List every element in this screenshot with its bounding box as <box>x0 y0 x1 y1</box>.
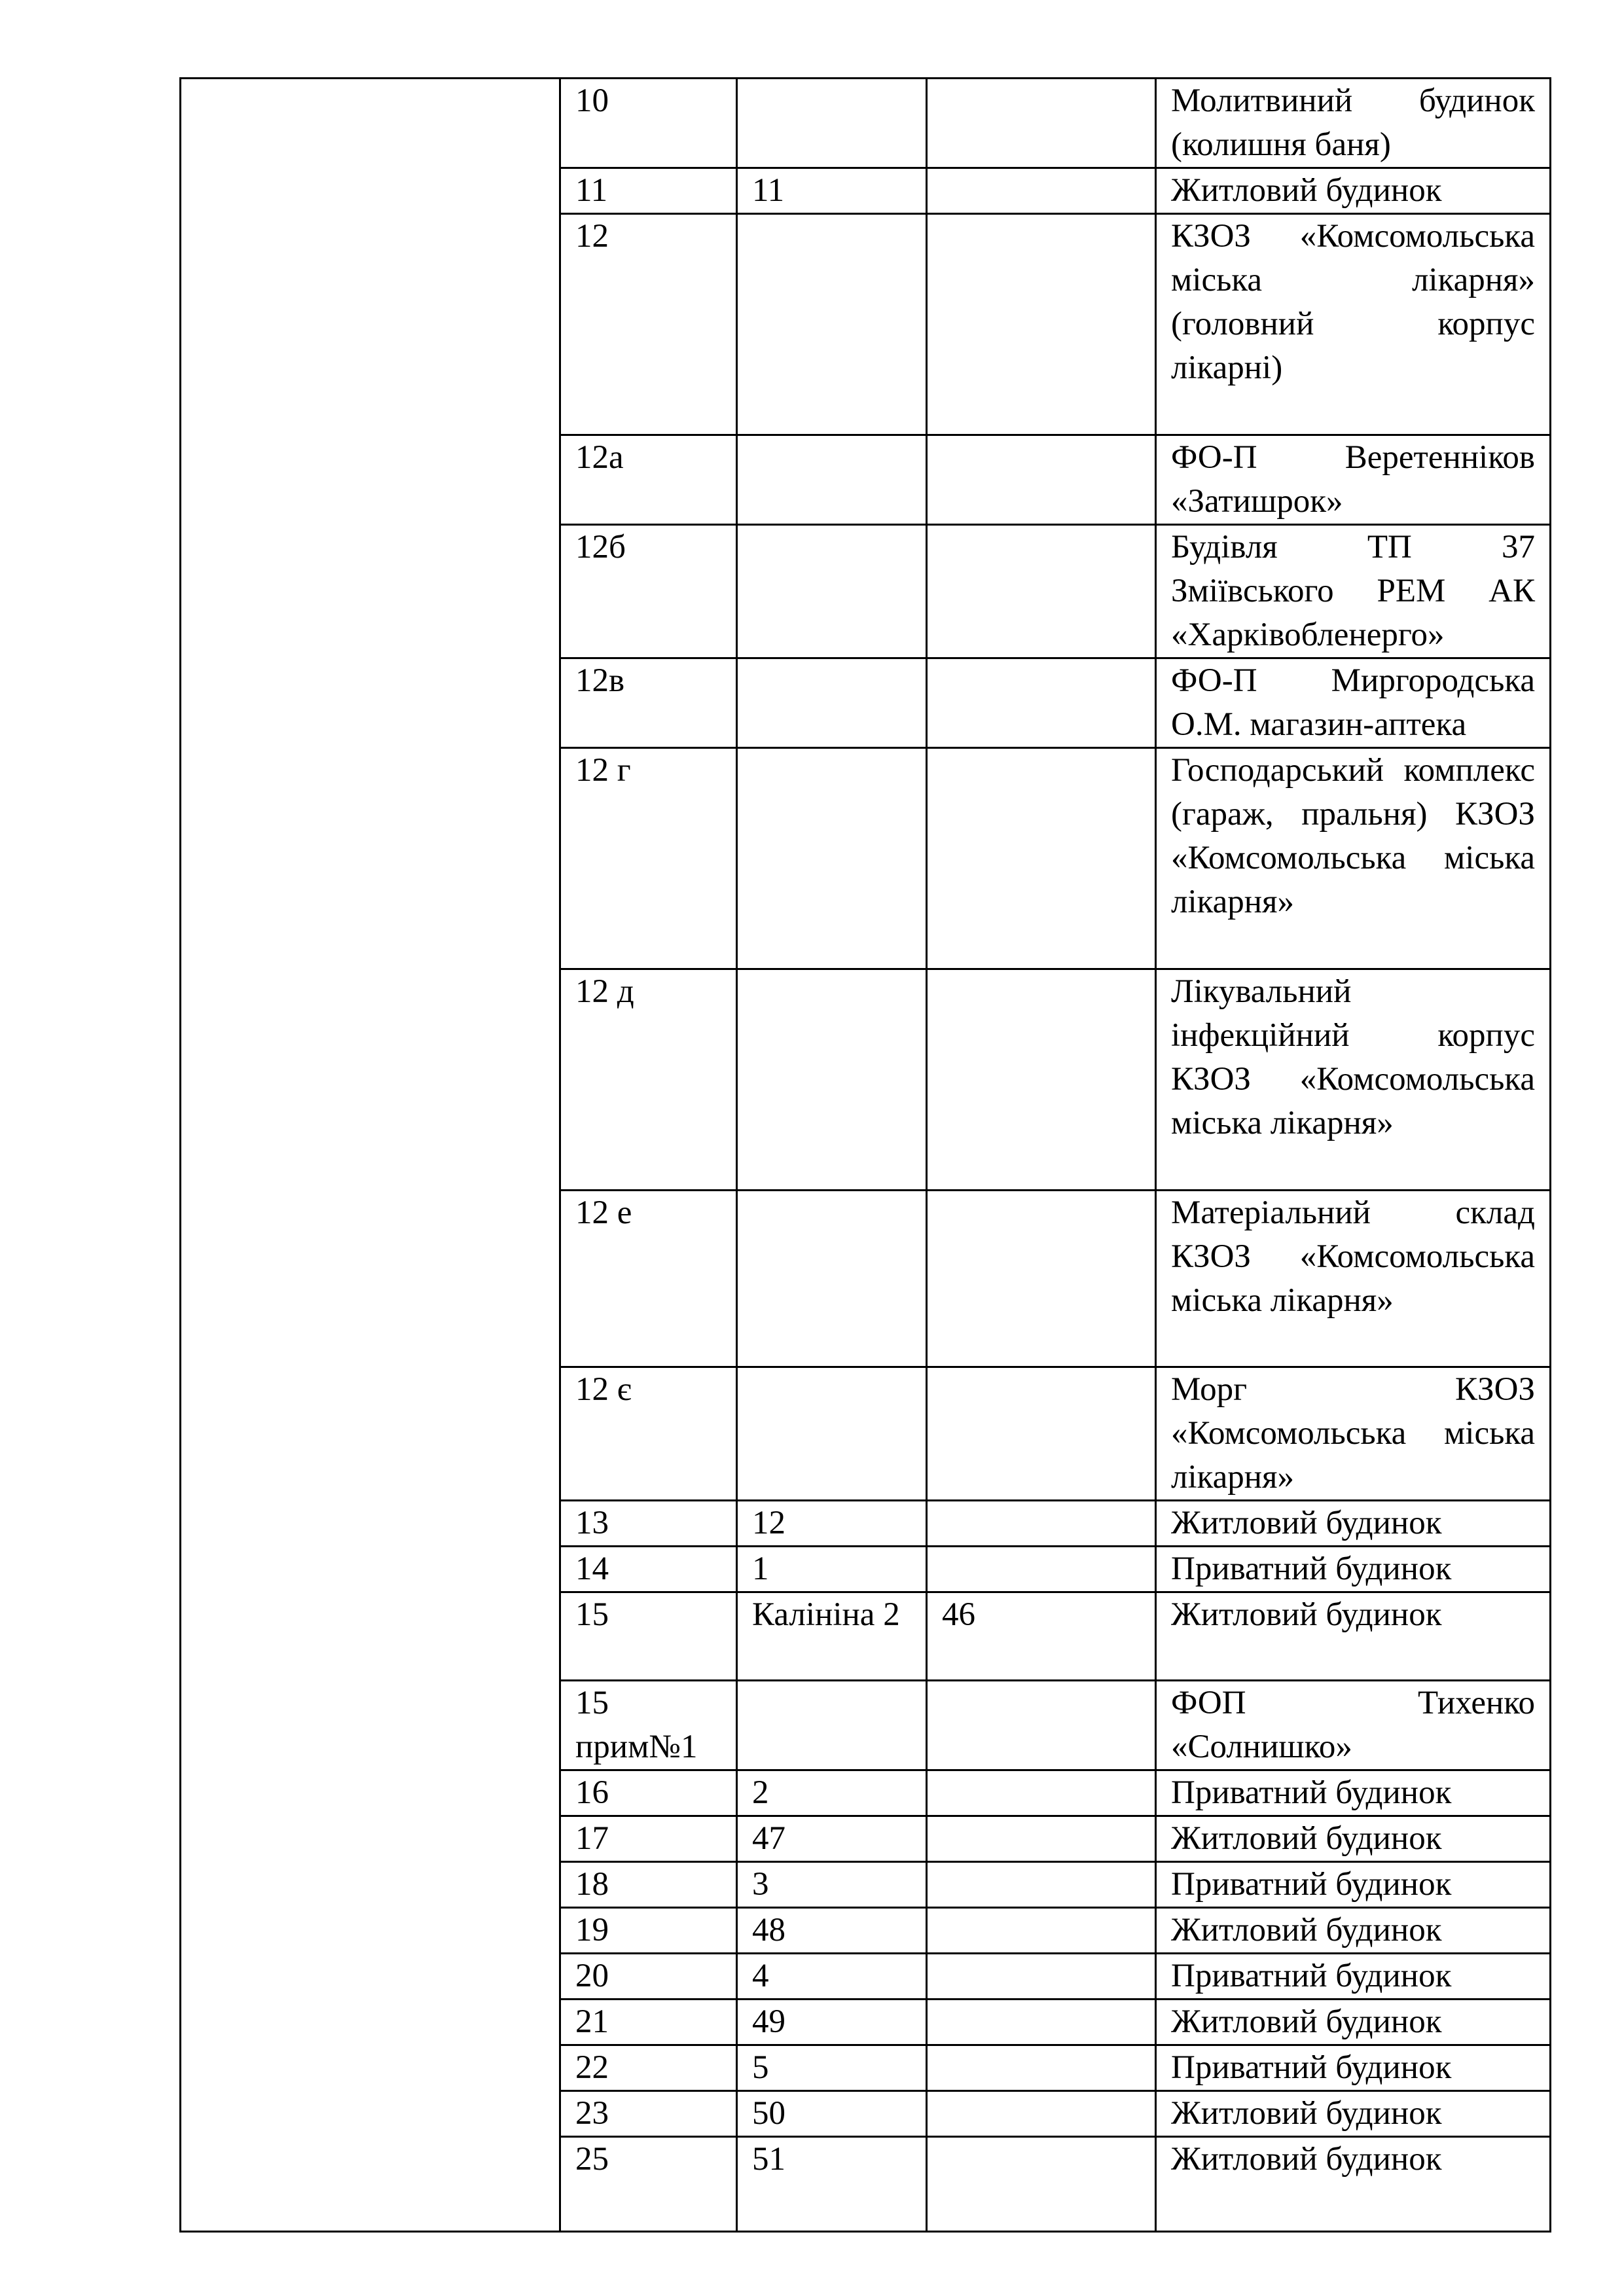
cell-number: 20 <box>560 1954 737 2000</box>
cell-other-number <box>927 435 1156 525</box>
cell-house-number <box>737 748 927 969</box>
cell-house-number: 5 <box>737 2045 927 2091</box>
table-row <box>560 79 1551 168</box>
table-row <box>560 2000 1551 2045</box>
cell-other-number <box>927 1862 1156 1908</box>
cell-other-number <box>927 1367 1156 1501</box>
cell-number: 15 <box>560 1592 737 1681</box>
table-row <box>560 2045 1551 2091</box>
cell-number: 12 д <box>560 969 737 1191</box>
cell-description: Житловий будинок <box>1156 2137 1551 2232</box>
table-row <box>560 1367 1551 1501</box>
cell-house-number: 47 <box>737 1816 927 1862</box>
cell-house-number <box>737 79 927 168</box>
cell-other-number <box>927 1770 1156 1816</box>
table-row <box>560 1592 1551 1681</box>
table-row <box>560 1862 1551 1908</box>
cell-house-number: 1 <box>737 1547 927 1592</box>
cell-house-number <box>737 1367 927 1501</box>
cell-description: ФОП Тихенко «Солнишко» <box>1156 1681 1551 1770</box>
cell-number: 12 г <box>560 748 737 969</box>
cell-other-number <box>927 79 1156 168</box>
cell-description: Приватний будинок <box>1156 2045 1551 2091</box>
cell-house-number <box>737 1681 927 1770</box>
cell-number: 10 <box>560 79 737 168</box>
cell-description: ФО-П Миргородська О.М. магазин-аптека <box>1156 658 1551 748</box>
cell-house-number: 4 <box>737 1954 927 2000</box>
cell-number: 12б <box>560 525 737 658</box>
cell-house-number: 51 <box>737 2137 927 2232</box>
cell-number: 14 <box>560 1547 737 1592</box>
cell-description: Житловий будинок <box>1156 1592 1551 1681</box>
table-row <box>560 1501 1551 1547</box>
cell-description: Житловий будинок <box>1156 168 1551 214</box>
cell-other-number <box>927 1191 1156 1367</box>
table-row <box>560 1816 1551 1862</box>
cell-description: Житловий будинок <box>1156 2000 1551 2045</box>
cell-house-number: 3 <box>737 1862 927 1908</box>
cell-description: Будівля ТП 37 Зміївського РЕМ АК «Харківобленерго» <box>1156 525 1551 658</box>
cell-description: Морг КЗОЗ «Комсомольська міська лікарня» <box>1156 1367 1551 1501</box>
cell-house-number <box>737 658 927 748</box>
cell-other-number <box>927 168 1156 214</box>
cell-other-number <box>927 2091 1156 2137</box>
cell-other-number <box>927 1816 1156 1862</box>
cell-number: 12 є <box>560 1367 737 1501</box>
table-row <box>560 1191 1551 1367</box>
table-row <box>560 658 1551 748</box>
table-row <box>560 435 1551 525</box>
cell-description: Житловий будинок <box>1156 2091 1551 2137</box>
cell-house-number: 49 <box>737 2000 927 2045</box>
table-row <box>560 1770 1551 1816</box>
cell-house-number: 50 <box>737 2091 927 2137</box>
table-row <box>560 748 1551 969</box>
cell-number: 12а <box>560 435 737 525</box>
cell-number: 21 <box>560 2000 737 2045</box>
cell-other-number <box>927 1547 1156 1592</box>
cell-number: 12 е <box>560 1191 737 1367</box>
cell-description: Приватний будинок <box>1156 1954 1551 2000</box>
cell-other-number <box>927 2000 1156 2045</box>
cell-number: 15 прим№1 <box>560 1681 737 1770</box>
table-row <box>560 2137 1551 2232</box>
cell-other-number <box>927 2045 1156 2091</box>
cell-number: 22 <box>560 2045 737 2091</box>
cell-house-number <box>737 1191 927 1367</box>
cell-other-number <box>927 2137 1156 2232</box>
cell-number: 19 <box>560 1908 737 1954</box>
table-row <box>560 1547 1551 1592</box>
cell-other-number <box>927 525 1156 658</box>
cell-description: Матеріальний склад КЗОЗ «Комсомольська міська лікарня» <box>1156 1191 1551 1367</box>
street-name-column <box>179 77 559 2233</box>
cell-number: 16 <box>560 1770 737 1816</box>
cell-house-number: 48 <box>737 1908 927 1954</box>
cell-house-number <box>737 435 927 525</box>
cell-other-number <box>927 1908 1156 1954</box>
cell-description: Приватний будинок <box>1156 1547 1551 1592</box>
cell-house-number: 11 <box>737 168 927 214</box>
cell-number: 12 <box>560 214 737 435</box>
cell-number: 12в <box>560 658 737 748</box>
cell-other-number <box>927 969 1156 1191</box>
table-row <box>560 2091 1551 2137</box>
cell-house-number <box>737 969 927 1191</box>
cell-description: Лікувальний інфекційний корпус КЗОЗ «Комсомольська міська лікарня» <box>1156 969 1551 1191</box>
cell-description: Житловий будинок <box>1156 1816 1551 1862</box>
cell-description: ФО-П Веретенніков «Затишрок» <box>1156 435 1551 525</box>
cell-other-number <box>927 658 1156 748</box>
address-table <box>559 77 1551 2233</box>
cell-other-number <box>927 748 1156 969</box>
cell-number: 23 <box>560 2091 737 2137</box>
cell-number: 17 <box>560 1816 737 1862</box>
table-row <box>560 969 1551 1191</box>
cell-house-number: 12 <box>737 1501 927 1547</box>
table-row <box>560 1908 1551 1954</box>
cell-description: Житловий будинок <box>1156 1908 1551 1954</box>
cell-house-number <box>737 525 927 658</box>
cell-description: Господарський комплекс (гараж, пральня) КЗОЗ «Комсомольська міська лікарня» <box>1156 748 1551 969</box>
table-row <box>560 1954 1551 2000</box>
table-row <box>560 168 1551 214</box>
table-row <box>560 525 1551 658</box>
cell-number: 11 <box>560 168 737 214</box>
cell-other-number <box>927 214 1156 435</box>
cell-description: Житловий будинок <box>1156 1501 1551 1547</box>
table-row <box>560 1681 1551 1770</box>
cell-number: 25 <box>560 2137 737 2232</box>
table-row <box>560 214 1551 435</box>
cell-description: Приватний будинок <box>1156 1862 1551 1908</box>
cell-other-number: 46 <box>927 1592 1156 1681</box>
cell-description: Молитвиний будинок (колишня баня) <box>1156 79 1551 168</box>
cell-house-number <box>737 214 927 435</box>
cell-number: 13 <box>560 1501 737 1547</box>
cell-number: 18 <box>560 1862 737 1908</box>
address-table-body <box>560 79 1551 2232</box>
cell-other-number <box>927 1954 1156 2000</box>
cell-other-number <box>927 1501 1156 1547</box>
cell-description: Приватний будинок <box>1156 1770 1551 1816</box>
cell-other-number <box>927 1681 1156 1770</box>
cell-house-number: 2 <box>737 1770 927 1816</box>
cell-house-number: Калініна 2 <box>737 1592 927 1681</box>
cell-description: КЗОЗ «Комсомольська міська лікарня» (головний корпус лікарні) <box>1156 214 1551 435</box>
